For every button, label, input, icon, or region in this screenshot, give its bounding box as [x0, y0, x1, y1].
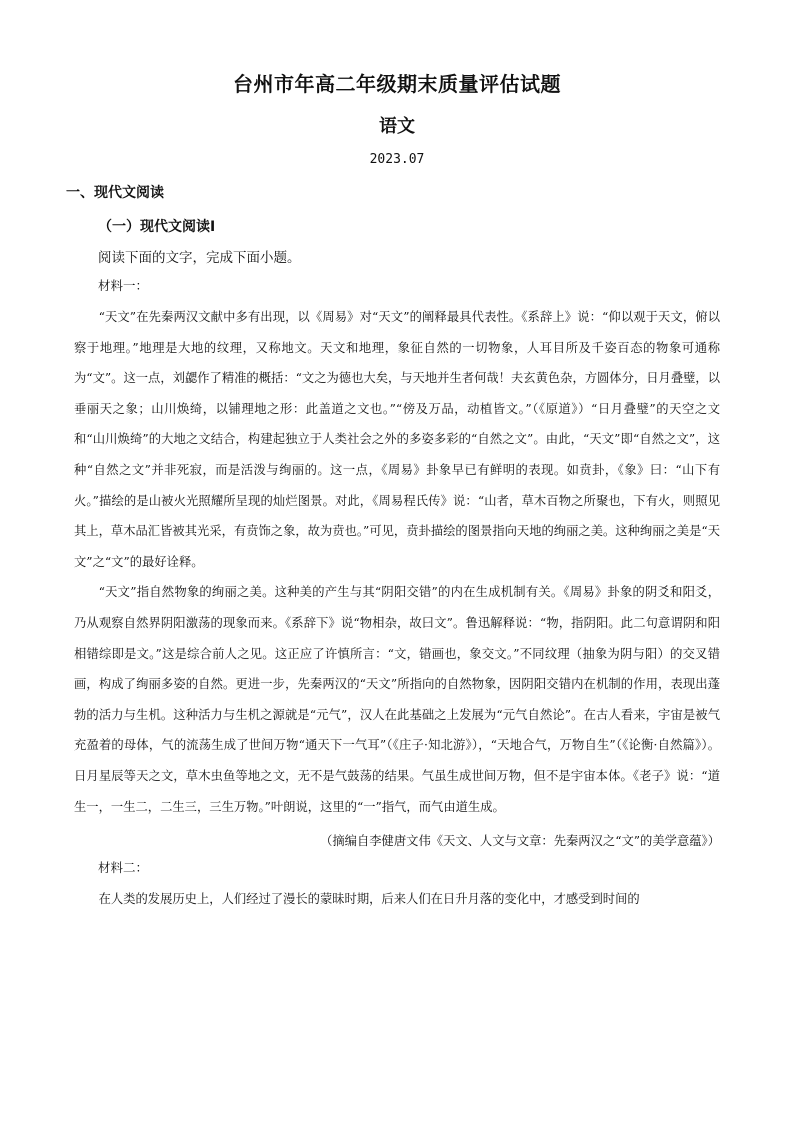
document-body: [66, 182, 721, 915]
material-one-paragraph: “天文”指自然物象的绚丽之美。这种美的产生与其“阴阳交错”的内在生成机制有关。《周易》卦象的阴爻和阳爻，乃从观察自然界阴阳激荡的现象而来。《系辞下》说“物相杂，故曰文”。鲁迅解释说：“物，指阴阳。此二句意谓阴和阳相错综即是文。”这是综合前人之见。这正应了许慎所言：“文，错画也，象交文。”不同纹理（抽象为阴与阳）的交叉错画，构成了绚丽多姿的自然。更进一步，先秦两汉的“天文”所指向的自然物象，因阴阳交错内在机制的作用，表现出蓬勃的活力与生机。这种活力与生机之源就是“元气”，汉人在此基础之上发展为“元气自然论”。在古人看来，宇宙是被气充盈着的母体，气的流荡生成了世间万物“通天下一气耳”（《庄子·知北游》），“天地合气，万物自生”（《论衡·自然篇》）。日月星辰等天之文，草木虫鱼等地之文，无不是气鼓荡的结果。气虽生成世间万物，但不是宇宙本体。《老子》说：“道生一，一生二，二生三，三生万物。”叶朗说，这里的“一”指气，而气由道生成。: [74, 585, 720, 814]
reading-instruction: 阅读下面的文字，完成下面小题。: [98, 250, 301, 266]
material-one-paragraph: “天文”在先秦两汉文献中多有出现，以《周易》对“天文”的阐释最具代表性。《系辞上》说：“仰以观于天文，俯以察于地理。”地理是大地的纹理，又称地文。天文和地理，象征自然的一切物象，人耳目所及千姿百态的物象可通称为“文”。这一点，刘勰作了精准的概括：“文之为德也大矣，与天地并生者何哉！夫玄黄色杂，方圆体分，日月叠璧，以垂丽天之象；山川焕绮，以铺理地之形：此盖道之文也。”“傍及万品，动植皆文。”（《原道》）“日月叠璧”的天空之文和“山川焕绮”的大地之文结合，构建起独立于人类社会之外的多姿多彩的“自然之文”。由此，“天文”即“自然之文”，这种“自然之文”并非死寂，而是活泼与绚丽的。这一点，《周易》卦象早已有鲜明的表现。如贲卦，《象》曰：“山下有火。”描绘的是山被火光照耀所呈现的灿烂图景。对此，《周易程氏传》说：“山者，草木百物之所聚也，下有火，则照见其上，草木品汇皆被其光采，有贲饰之象，故为贲也。”可见，贲卦描绘的图景指向天地的绚丽之美。这种绚丽之美是“天文”之“文”的最好诠释。: [74, 310, 721, 569]
material-two-paragraph: 在人类的发展历史上，人们经过了漫长的蒙昧时期，后来人们在日升月落的变化中，才感受到时间的: [98, 892, 640, 907]
sub-section-heading: （一）现代文阅读Ⅰ: [98, 219, 216, 235]
subject-title: 语文: [379, 116, 415, 137]
material-one-source: （摘编自李健唐文伟《天文、人文与文章：先秦两汉之“文”的美学意蕴》）: [320, 834, 720, 849]
section-heading: 一、现代文阅读: [66, 185, 164, 201]
material-one-label: 材料一：: [98, 278, 149, 293]
material-two-label: 材料二：: [98, 860, 149, 876]
document-title: 台州市年高二年级期末质量评估试题: [233, 72, 561, 96]
exam-date: 2023.07: [369, 152, 425, 167]
